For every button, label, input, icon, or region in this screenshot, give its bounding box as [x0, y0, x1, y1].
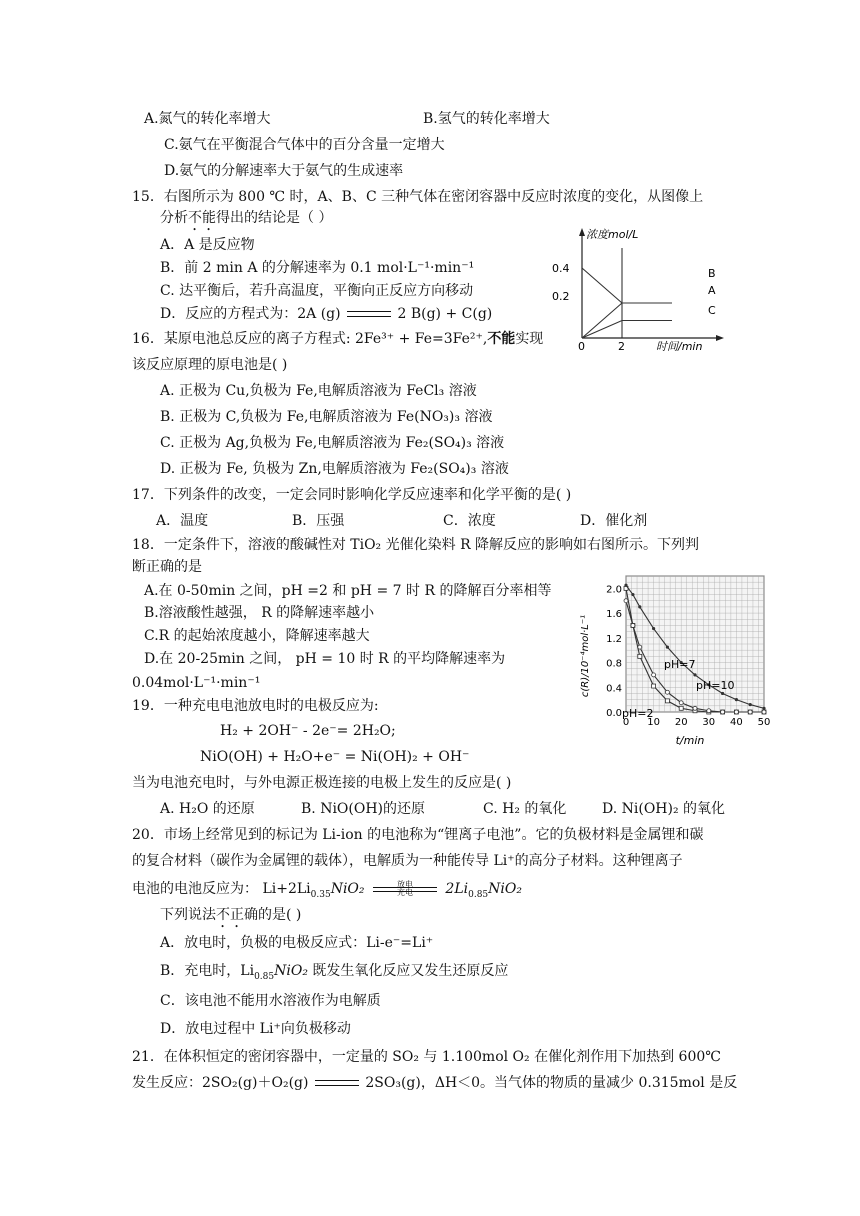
q18-chart-point: [762, 710, 766, 714]
q14-option-d: D.氨气的分解速率大于氨气的生成速率: [164, 163, 404, 179]
q18-chart-point: [638, 654, 642, 658]
q18-chart-point: [666, 645, 669, 648]
q15-stem-line2: 分析不能得出的结论是（ ）: [160, 210, 333, 226]
q18-chart-ytick: 2.0: [606, 584, 622, 596]
q18-chart-point: [638, 645, 642, 649]
q18-chart-label-ph2: pH=2: [622, 707, 654, 720]
q18-chart-point: [652, 627, 655, 630]
q19-equation-2: NiO(OH) + H₂O+e⁻ = Ni(OH)₂ + OH⁻: [200, 749, 470, 765]
q18-chart-point: [762, 707, 765, 710]
q16-option-b: B. 正极为 C,负极为 Fe,电解质溶液为 Fe(NO₃)₃ 溶液: [160, 409, 493, 425]
q20-stem-line4: 下列说法不正确的是( ): [160, 907, 302, 923]
q18-chart-xtick: 40: [730, 717, 743, 728]
q18-chart-point: [624, 584, 627, 587]
q15-chart-ytick-04: 0.4: [552, 262, 570, 275]
q18-option-d-line1: D.在 20-25min 之间， pH = 10 时 R 的平均降解速率为: [144, 651, 506, 667]
q18-chart-ytick: 0.8: [606, 658, 622, 670]
q18-chart-ytick: 0.0: [606, 708, 622, 719]
q15-chart-label-a: A: [708, 284, 716, 297]
q18-chart-point: [748, 710, 752, 714]
q18-chart: [578, 566, 778, 746]
q17-stem: 17．下列条件的改变，一定会同时影响化学反应速率和化学平衡的是( ): [132, 487, 572, 503]
q15-chart-xlabel: 时间/min: [656, 340, 703, 352]
q16-option-c: C. 正极为 Ag,负极为 Fe,电解质溶液为 Fe₂(SO₄)₃ 溶液: [160, 435, 505, 451]
q16-stem-line1: 16．某原电池总反应的离子方程式: 2Fe³⁺ + Fe=3Fe²⁺,不能实现: [132, 331, 544, 347]
q18-chart-xtick: 50: [757, 717, 771, 728]
q18-chart-point: [624, 599, 628, 603]
q18-chart-point: [679, 706, 683, 710]
q14-option-a: A.氮气的转化率增大: [144, 111, 271, 127]
q18-chart-ylabel: c(R)/10⁻⁴mol·L⁻¹: [580, 614, 591, 698]
q18-chart-point: [749, 703, 752, 706]
q18-chart-xtick: 20: [674, 717, 688, 728]
q18-chart-xtick: 10: [647, 717, 660, 728]
q21-line2: 发生反应：2SO₂(g)＋O₂(g) 2SO₃(g)，ΔH＜0。当气体的物质的量减少 0.315mol 是反: [132, 1075, 738, 1091]
q18-chart-point: [652, 673, 656, 677]
q20-option-a: A．放电时，负极的电极反应式：Li-e⁻=Li⁺: [160, 935, 434, 951]
q19-stem: 19．一种充电电池放电时的电极反应为:: [132, 698, 379, 714]
q18-chart-xlabel: t/min: [675, 734, 705, 746]
q16-stem-line2: 该反应原理的原电池是( ): [132, 357, 288, 373]
q18-stem-line2: 断正确的是: [132, 559, 202, 575]
q15-chart-ylabel: 浓度mol/L: [586, 228, 639, 241]
q18-chart-point: [693, 673, 696, 676]
q15-chart-line-a: [582, 268, 672, 303]
q20-option-b: B．充电时，$Li_{0.85}NiO_2$ 既发生氧化反应又发生还原反应: [160, 963, 509, 982]
q20-stem-line1: 20．市场上经常见到的标记为 Li-ion 的电池称为“锂离子电池”。它的负极材料是金属锂和碳: [132, 827, 704, 843]
q15-option-b: B．前 2 min A 的分解速率为 0.1 mol·L⁻¹·min⁻¹: [160, 260, 475, 276]
q20-stem-line2: 的复合材料（碳作为金属锂的载体），电解质为一种能传导 Li⁺的高分子材料。这种锂离子: [132, 853, 683, 869]
q18-chart-point: [721, 692, 724, 695]
q15-chart-label-c: C: [708, 304, 716, 317]
q18-chart-point: [631, 593, 634, 596]
q19-option-a: A. H₂O 的还原: [160, 801, 255, 817]
q20-emphasis: 不正: [216, 907, 244, 923]
q18-option-b: B.溶液酸性越强， R 的降解速率越小: [144, 605, 375, 621]
q15-chart-ytick-02: 0.2: [552, 290, 570, 303]
q16-emphasis: 不能: [487, 331, 516, 347]
q18-chart-point: [665, 690, 669, 694]
q18-chart-point: [665, 699, 669, 703]
q18-chart-point: [631, 623, 635, 627]
q15-chart: [548, 222, 732, 352]
q18-chart-ytick: 0.4: [606, 683, 622, 695]
reversible-arrow-icon: 放电 充电: [369, 876, 441, 902]
q18-chart-point: [707, 709, 711, 713]
q17-option-a: A．温度: [156, 513, 209, 529]
q18-chart-point: [734, 710, 738, 714]
q17-option-b: B．压强: [292, 513, 345, 529]
q20-option-d: D．放电过程中 Li⁺向负极移动: [160, 1021, 351, 1037]
q19-option-c: C. H₂ 的氧化: [483, 801, 567, 817]
q18-chart-label-ph7: pH=7: [664, 658, 696, 671]
q15-chart-xtick-2: 2: [618, 340, 625, 352]
q18-chart-point: [652, 684, 656, 688]
q17-option-c: C．浓度: [443, 513, 496, 529]
q18-chart-xtick: 0: [622, 717, 630, 728]
q17-option-d: D．催化剂: [580, 513, 648, 529]
q15-stem-line1: 15．右图所示为 800 ℃ 时，A、B、C 三种气体在密闭容器中反应时浓度的变化，从图像上: [132, 189, 704, 205]
q15-chart-xtick-0: 0: [578, 340, 585, 352]
q19-option-b: B. NiO(OH)的还原: [301, 801, 426, 817]
q18-chart-label-ph10: pH=10: [696, 679, 735, 692]
q19-stem-line2: 当为电池充电时，与外电源正极连接的电极上发生的反应是( ): [132, 775, 512, 791]
q20-stem-line3: 电池的电池反应为： $Li+2Li_{0.35}NiO_2$ 放电 充电 $2Li_{0.85}NiO_2$: [132, 876, 522, 902]
q18-chart-ytick: 1.2: [606, 633, 622, 645]
q15-emphasis: 不能: [188, 210, 216, 226]
q18-chart-point: [638, 605, 641, 608]
q15-option-c: C. 达平衡后，若升高温度，平衡向正反应方向移动: [160, 283, 474, 299]
q18-chart-point: [679, 701, 683, 705]
q18-chart-ytick: 1.6: [606, 609, 622, 621]
q14-option-c: C.氨气在平衡混合气体中的百分含量一定增大: [164, 137, 445, 153]
equilibrium-arrow-icon: [345, 307, 393, 321]
q18-chart-point: [735, 698, 738, 701]
q18-option-d-line2: 0.04mol·L⁻¹·min⁻¹: [132, 675, 261, 691]
q18-option-a: A.在 0-50min 之间，pH =2 和 pH = 7 时 R 的降解百分率相等: [144, 583, 552, 599]
q18-option-c: C.R 的起始浓度越小，降解速率越大: [144, 628, 370, 644]
q15-chart-label-b: B: [708, 267, 716, 280]
q18-chart-point: [721, 710, 725, 714]
q15-chart-line-c: [582, 321, 672, 339]
q18-stem-line1: 18．一定条件下，溶液的酸碱性对 TiO₂ 光催化染料 R 降解反应的影响如右图所示。下列判: [132, 537, 700, 553]
q19-option-d: D. Ni(OH)₂ 的氧化: [602, 801, 726, 817]
q18-chart-xtick: 30: [702, 717, 716, 728]
q21-line1: 21．在体积恒定的密闭容器中，一定量的 SO₂ 与 1.100mol O₂ 在催化剂作用下加热到 600℃: [132, 1049, 721, 1065]
q15-option-a: A．A 是反应物: [160, 237, 255, 253]
q15-option-d: D．反应的方程式为：2A (g) 2 B(g) + C(g): [160, 306, 493, 322]
q16-option-d: D. 正极为 Fe, 负极为 Zn,电解质溶液为 Fe₂(SO₄)₃ 溶液: [160, 461, 509, 477]
q19-equation-1: H₂ + 2OH⁻ - 2e⁻= 2H₂O;: [220, 723, 396, 739]
equilibrium-arrow-icon: [313, 1076, 361, 1090]
q14-option-b: B.氢气的转化率增大: [423, 111, 550, 127]
q18-chart-point: [693, 706, 697, 710]
q16-option-a: A. 正极为 Cu,负极为 Fe,电解质溶液为 FeCl₃ 溶液: [160, 383, 477, 399]
q20-option-c: C．该电池不能用水溶液作为电解质: [160, 993, 381, 1009]
